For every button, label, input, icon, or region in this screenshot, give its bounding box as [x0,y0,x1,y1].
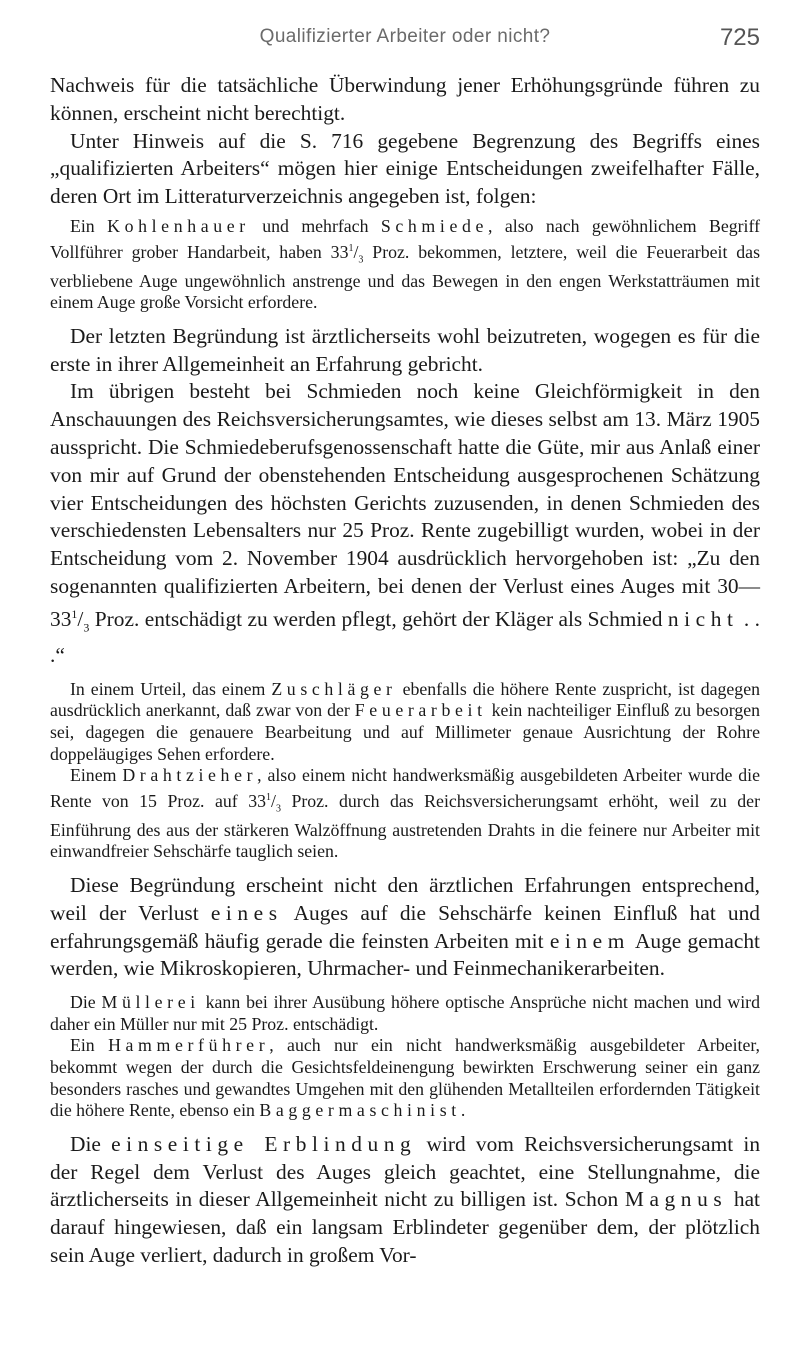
emphasis-einem: einem [549,928,630,953]
paragraph-8: Diese Begründung erscheint nicht den ärztlichen Erfahrungen entsprechend, weil der Verlust eines Auges auf die Sehschärfe keinen Einfluß hat und erfahrungsgemäß häufig gerade die feinsten Arbeiten mit einem Auge gemacht werden, wie Mikroskopieren, Uhrmacher- und Feinmechanikerarbeiten. [50,873,760,981]
emphasis-eines: eines [210,900,283,925]
paragraph-11: Die einseitige Erblindung wird vom Reichsversicherungsamt in der Regel dem Verlust des Auges gleich geachtet, eine Stellungnahme, die ärztlicherseits in dieser Allgemeinheit nicht zu billigen ist. Schon Magnus hat darauf hingewiesen, daß ein langsam Erblindeter gegenüber dem, der plötzlich sein Auge verliert, dadurch in großem Vor- [50,1131,761,1267]
paragraph-5: Im übrigen besteht bei Schmieden noch keine Gleichförmigkeit in den Anschauungen des Reichsversicherungsamtes, wie dieses selbst am 13. März 1905 ausspricht. Die Schmiedeberufsgenossenschaft hatte die Güte, mir aus Anlaß einer von mir auf Grund der obenstehenden Entscheidung ausgesprochenen Schätzung vier Entscheidungen des höchsten Gerichts zuzusenden, in denen Schmieden des verschiedensten Lebensalters nur 25 Proz. Rente zugebilligt wurden, wobei in der Entscheidung vom 2. November 1904 ausdrücklich hervorgehoben ist: „Zu den sogenannten qualifizierten Arbeitern, bei denen der Verlust eines Auges mit $30—33^1/_3$ Proz. entschädigt zu werden pflegt, gehört der Kläger als Schmied nicht . . .“ [50,379,760,667]
term-einseitige-erblindung: einseitige Erblindung [111,1131,417,1156]
running-head: Qualifizierter Arbeiter oder nicht? [259,26,551,47]
paragraph-9-muellerei: Die Müllerei kann bei ihrer Ausübung höhere optische Ansprüche nicht machen und wird daher ein Müller nur mit 25 Proz. entschädigt. [50,992,760,1034]
paragraph-7-drahtzieher: Einem Drahtzieher, also einem nicht handwerksmäßig ausgebildeten Arbeiter wurde die Rente von 15 Proz. auf $33^1/_3$ Proz. durch das Reichsversicherungsamt erhöht, weil zu der Einführung des aus der stärkeren Walzöffnung austretenden Drahts in die feinere nur Arbeiter mit einwandfreier Sehschärfe tauglich seien. [50,765,760,862]
emphasis-nicht: nicht [667,606,739,631]
paragraph-6-zuschlaeger: In einem Urteil, das einem Zuschläger ebenfalls die höhere Rente zuspricht, ist dagegen ausdrücklich anerkannt, daß zwar von der Feuerarbeit kein nachteiliger Einfluß zu besorgen sei, dagegen die genauere Bearbeitung und auf Millimeter genaue Ausrichtung der Rohre doppeläugiges Sehen erfordere. [50,678,760,764]
term-drahtzieher: Drahtzieher [122,765,258,786]
paragraph-10-hammerfuehrer: Ein Hammerführer, auch nur ein nicht handwerksmäßig ausgebildeter Arbeiter, bekommt wegen der durch die Gesichtsfeldeinengung bewirkten Erschwerung seiner ein ganz besonders rasches und gewandtes Umgehen mit den glühenden Metallteilen erfordernden Tätigkeit die höhere Rente, ebenso ein Baggermaschinist. [50,1035,760,1121]
paragraph-3-kohlenhauer: Ein Kohlenhauer und mehrfach Schmiede, also nach gewöhnlichem Begriff Vollführer grober Handarbeit, haben $33^1/_3$ Proz. bekommen, letztere, weil die Feuerarbeit das verbliebene Auge ungewöhnlich anstrenge und das Bewegen in den engen Werkstatträumen mit einem Auge große Vorsicht erfordere. [50,215,761,313]
page-header [50,0,760,72]
page-number: 725 [719,24,760,51]
term-schmiede: Schmiede [380,215,489,236]
paragraph-2: Unter Hinweis auf die S. 716 gegebene Begrenzung des Begriffs eines „qualifizierten Arbeiters“ mögen hier einige Entscheidungen zweifelhafter Fälle, deren Ort im Litteraturverzeichnis angegeben ist, folgen: [50,128,760,209]
term-baggermaschinist: Baggermaschinist [259,1100,461,1121]
term-muellerei: Müllerei [101,992,200,1013]
paragraph-4: Der letzten Begründung ist ärztlicherseits wohl beizutreten, wogegen es für die erste in ihrer Allgemeinheit an Erfahrung gebricht. [50,323,760,376]
term-zuschlaeger: Zuschläger [271,678,397,699]
term-kohlenhauer: Kohlenhauer [107,215,250,236]
paragraph-1: Nachweis für die tatsächliche Überwindung jener Erhöhungsgründe führen zu können, erscheint nicht berechtigt. [50,73,760,125]
term-feuerarbeit: Feuerarbeit [354,700,487,721]
term-hammerfuehrer: Hammerführer [108,1035,270,1056]
name-magnus: Magnus [624,1187,728,1212]
